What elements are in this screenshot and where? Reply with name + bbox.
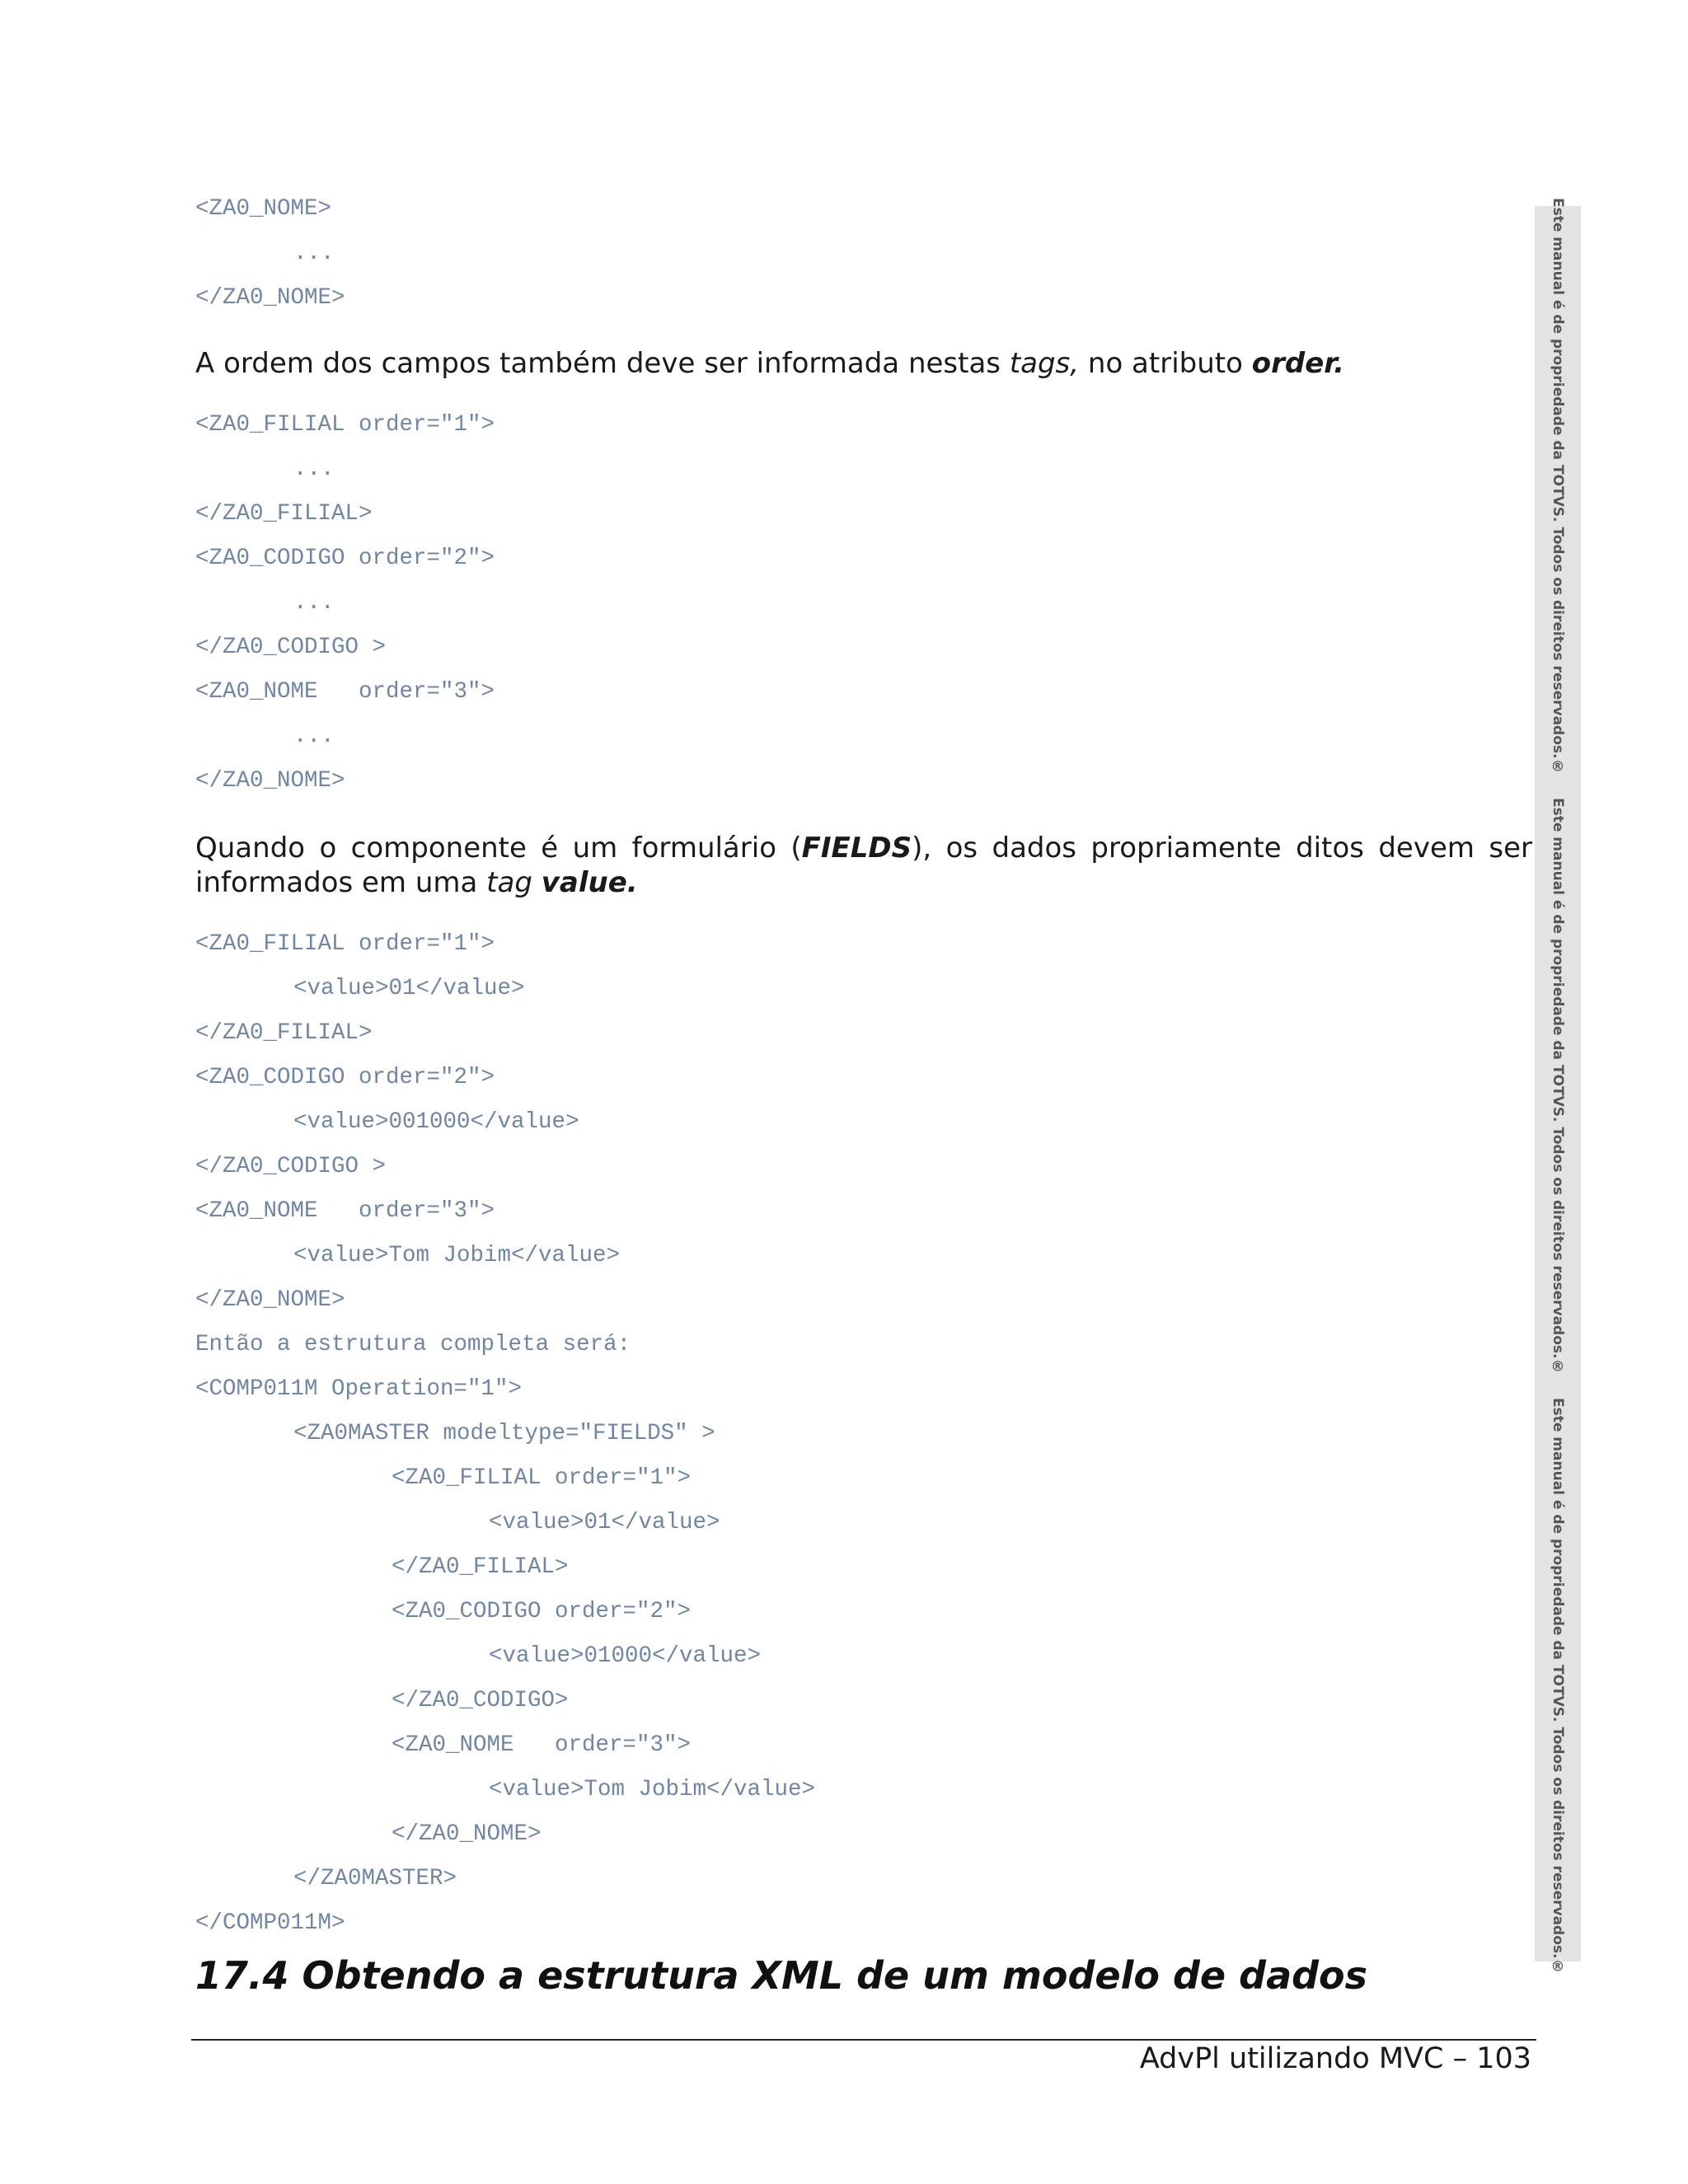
strong-text: order. (1251, 347, 1345, 380)
copyright-text: Este manual é de propriedade da TOTVS. Todos os direitos reservados.® (1550, 1397, 1566, 1975)
code-line: <ZA0_CODIGO order="2"> (195, 546, 495, 571)
code-line: <ZA0_NOME order="3"> (195, 1198, 495, 1224)
code-line: <ZA0_FILIAL order="1"> (195, 412, 495, 438)
code-line: <value>01</value> (293, 976, 525, 1001)
strong-text: value. (541, 866, 638, 899)
code-line: </ZA0_CODIGO > (195, 1154, 387, 1179)
code-line: </ZA0_FILIAL> (195, 1020, 373, 1046)
code-line: <COMP011M Operation="1"> (195, 1376, 523, 1402)
copyright-notice (1535, 197, 1581, 776)
page-footer: AdvPl utilizando MVC – 103 (1139, 2042, 1531, 2075)
text-span: A ordem dos campos também deve ser informada nestas (195, 347, 1010, 380)
code-line: </ZA0_CODIGO > (195, 635, 387, 660)
text-span (532, 866, 542, 899)
code-line: ... (293, 590, 335, 616)
code-line: ... (293, 457, 335, 482)
code-line: </ZA0_NOME> (195, 285, 345, 311)
text-span: Quando o componente é um formulário ( (195, 832, 802, 865)
code-line: <value>001000</value> (293, 1109, 579, 1135)
text-span: ), os dados propriamente ditos devem ser informados em uma (195, 832, 1533, 899)
code-line: </ZA0_FILIAL> (392, 1554, 569, 1580)
code-line: </ZA0_NOME> (195, 768, 345, 794)
emphasis-text: tag (486, 866, 532, 899)
code-line: <ZA0_NOME> (195, 196, 332, 222)
code-line: <ZA0_CODIGO order="2"> (195, 1065, 495, 1090)
code-line: ... (293, 724, 335, 749)
footer-rule (191, 2039, 1536, 2041)
emphasis-text: tags, (1009, 347, 1080, 380)
copyright-notice (1535, 1397, 1581, 1975)
code-line: <ZA0MASTER modeltype="FIELDS" > (293, 1421, 715, 1446)
code-line: <ZA0_CODIGO order="2"> (392, 1599, 692, 1624)
copyright-notice (1535, 797, 1581, 1376)
section-heading: 17.4 Obtendo a estrutura XML de um modelo de dados (195, 1953, 1368, 1998)
code-line: <ZA0_FILIAL order="1"> (392, 1465, 692, 1491)
copyright-text: Este manual é de propriedade da TOTVS. Todos os direitos reservados.® (1550, 197, 1566, 776)
code-line: </ZA0_NOME> (195, 1287, 345, 1313)
strong-text: FIELDS (801, 832, 912, 865)
code-line: <value>Tom Jobim</value> (489, 1777, 816, 1802)
code-line: <value>01000</value> (489, 1643, 762, 1669)
code-line: Então a estrutura completa será: (195, 1332, 631, 1357)
paragraph-order (195, 346, 1532, 381)
text-span: no atributo (1079, 347, 1252, 380)
code-line: <value>01</value> (489, 1510, 720, 1535)
paragraph-fields (195, 831, 1532, 900)
code-line: </ZA0_CODIGO> (392, 1688, 569, 1713)
code-line: <ZA0_NOME order="3"> (195, 679, 495, 705)
code-line: </ZA0_FILIAL> (195, 501, 373, 527)
code-line: <value>Tom Jobim</value> (293, 1243, 621, 1268)
copyright-text: Este manual é de propriedade da TOTVS. Todos os direitos reservados.® (1550, 797, 1566, 1376)
code-line: <ZA0_FILIAL order="1"> (195, 931, 495, 957)
code-line: </ZA0_NOME> (392, 1821, 542, 1847)
code-line: </ZA0MASTER> (293, 1866, 457, 1891)
code-line: ... (293, 241, 335, 266)
code-line: </COMP011M> (195, 1910, 345, 1936)
code-line: <ZA0_NOME order="3"> (392, 1732, 692, 1758)
